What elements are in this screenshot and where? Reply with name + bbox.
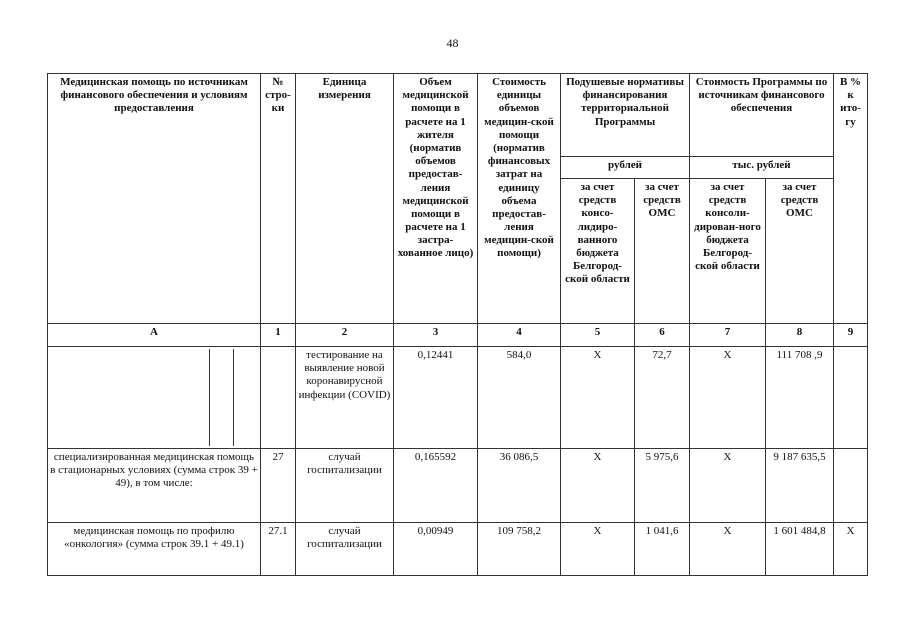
row-per-capita-oms: 1 041,6: [635, 523, 690, 576]
index-cell: 8: [766, 324, 834, 347]
row-name-cell: [48, 347, 261, 449]
header-col-2: Единица измерения: [296, 74, 394, 324]
header-unit-rubles: рублей: [561, 157, 690, 179]
index-cell: 5: [561, 324, 635, 347]
index-cell: А: [48, 324, 261, 347]
index-cell: 9: [834, 324, 868, 347]
row-percent: Х: [834, 523, 868, 576]
header-col-4: Стоимость единицы объемов медицин-ской помощи (норматив финансовых затрат на единицу объема предостав-ления медицин-ской помощи): [478, 74, 561, 324]
header-col-3: Объем медицинской помощи в расчете на 1 жителя (норматив объемов предостав-ления медицинской помощи в расчете на 1 застра-хованное лицо): [394, 74, 478, 324]
table-row: [48, 449, 868, 523]
header-col-a: Медицинская помощь по источникам финансового обеспечения и условиям предоставления: [48, 74, 261, 324]
row-per-capita-oms: 72,7: [635, 347, 690, 449]
row-unit: тестирование на выявление новой коронавирусной инфекции (COVID): [296, 347, 394, 449]
row-percent: [834, 347, 868, 449]
row-number: 27.1: [261, 523, 296, 576]
row-per-capita-budget: Х: [561, 523, 635, 576]
page-number: 48: [446, 36, 459, 50]
row-name: медицинская помощь по профилю «онкология» (сумма строк 39.1 + 49.1): [48, 523, 261, 576]
index-cell: 3: [394, 324, 478, 347]
row-cost-budget: Х: [690, 347, 766, 449]
row-cost-oms: 9 187 635,5: [766, 449, 834, 523]
row-per-capita-budget: Х: [561, 347, 635, 449]
row-unit-cost: 109 758,2: [478, 523, 561, 576]
row-per-capita-oms: 5 975,6: [635, 449, 690, 523]
row-unit: случай госпитализации: [296, 523, 394, 576]
row-cost-oms: 111 708 ,9: [766, 347, 834, 449]
index-cell: 6: [635, 324, 690, 347]
row-cost-budget: Х: [690, 523, 766, 576]
index-cell: 4: [478, 324, 561, 347]
header-group-per-capita: Подушевые нормативы финансирования территориальной Программы: [561, 74, 690, 157]
row-number: [261, 347, 296, 449]
row-cost-oms: 1 601 484,8: [766, 523, 834, 576]
row-cost-budget: Х: [690, 449, 766, 523]
header-col-1: № стро-ки: [261, 74, 296, 324]
index-cell: 1: [261, 324, 296, 347]
table-row: [48, 523, 868, 576]
row-volume: 0,12441: [394, 347, 478, 449]
header-col-7: за счет средств консоли-дирован-ного бюджета Белгород-ской области: [690, 179, 766, 324]
row-volume: 0,165592: [394, 449, 478, 523]
row-volume: 0,00949: [394, 523, 478, 576]
row-name: специализированная медицинская помощь в стационарных условиях (сумма строк 39 + 49), в том числе:: [48, 449, 261, 523]
column-index-row: [48, 324, 868, 347]
index-cell: 2: [296, 324, 394, 347]
financing-table: [47, 73, 868, 576]
table-row: [48, 347, 868, 449]
header-group-program-cost: Стоимость Программы по источникам финансового обеспечения: [690, 74, 834, 157]
header-col-9: В % к ито-гу: [834, 74, 868, 324]
header-col-5: за счет средств консо-лидиро-ванного бюджета Белгород-ской области: [561, 179, 635, 324]
header-col-6: за счет средств ОМС: [635, 179, 690, 324]
row-unit-cost: 36 086,5: [478, 449, 561, 523]
header-col-8: за счет средств ОМС: [766, 179, 834, 324]
row-percent: [834, 449, 868, 523]
row-number: 27: [261, 449, 296, 523]
row-per-capita-budget: Х: [561, 449, 635, 523]
row-unit: случай госпитализации: [296, 449, 394, 523]
row-unit-cost: 584,0: [478, 347, 561, 449]
index-cell: 7: [690, 324, 766, 347]
header-unit-thousand-rubles: тыс. рублей: [690, 157, 834, 179]
